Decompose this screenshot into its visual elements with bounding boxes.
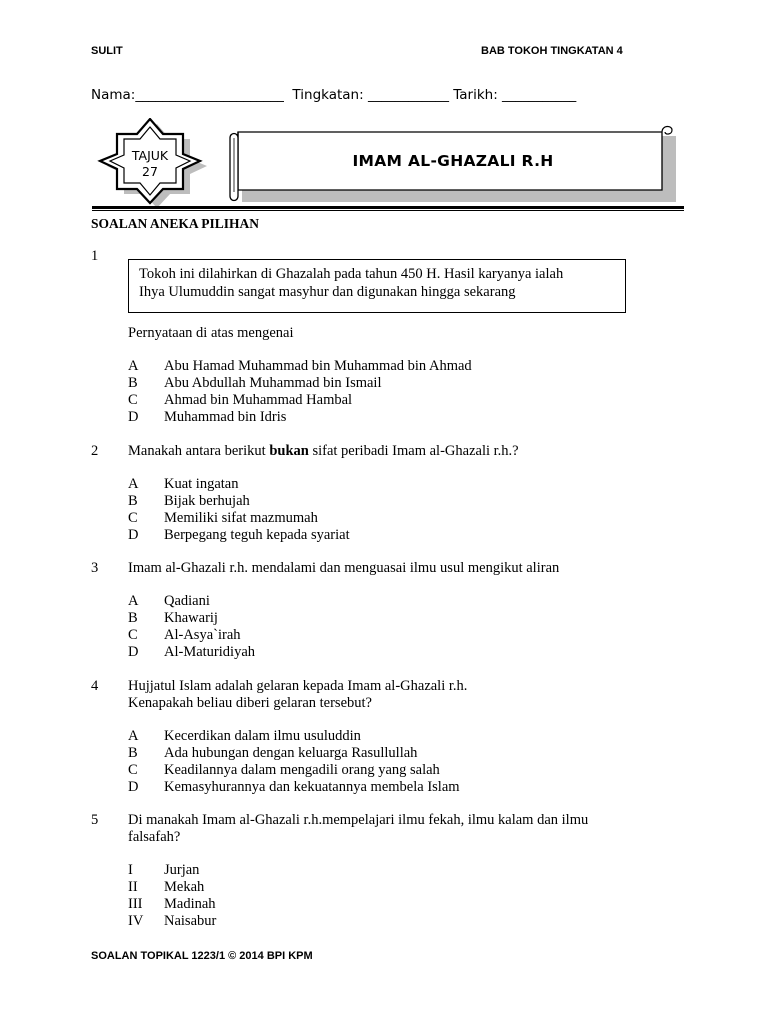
option-letter: D xyxy=(128,779,139,795)
option-text: Kemasyhurannya dan kekuatannya membela Islam xyxy=(164,779,460,795)
option-text: Jurjan xyxy=(164,862,200,878)
question-stem: Pernyataan di atas mengenai xyxy=(128,325,294,341)
option-text: Mekah xyxy=(164,879,205,895)
option-text: Ahmad bin Muhammad Hambal xyxy=(164,392,353,408)
question-stem-line: Di manakah Imam al-Ghazali r.h.mempelajari ilmu fekah, ilmu kalam dan ilmu xyxy=(128,812,589,828)
stem-text: sifat peribadi Imam al-Ghazali r.h.? xyxy=(308,443,519,459)
divider-thick xyxy=(92,206,684,209)
question-stem-line: Kenapakah beliau diberi gelaran tersebut? xyxy=(128,695,372,711)
stimulus-line: Ihya Ulumuddin sangat masyhur dan digunakan hingga sekarang xyxy=(139,284,516,300)
header-right: BAB TOKOH TINGKATAN 4 xyxy=(481,45,623,57)
option-text: Muhammad bin Idris xyxy=(164,409,287,425)
option-letter: A xyxy=(128,476,139,492)
option-numeral: III xyxy=(128,896,143,912)
section-title: SOALAN ANEKA PILIHAN xyxy=(91,216,260,231)
stem-text: Manakah antara berikut xyxy=(128,443,270,459)
option-letter: B xyxy=(128,375,138,391)
topic-title: IMAM AL-GHAZALI R.H xyxy=(352,152,554,170)
question-stem-line: Hujjatul Islam adalah gelaran kepada Imam al-Ghazali r.h. xyxy=(128,678,468,694)
option-text: Kecerdikan dalam ilmu usuluddin xyxy=(164,728,361,744)
header-left: SULIT xyxy=(91,45,123,57)
option-text: Ada hubungan dengan keluarga Rasullullah xyxy=(164,745,418,761)
option-text: Keadilannya dalam mengadili orang yang salah xyxy=(164,762,440,778)
topic-badge-number: 27 xyxy=(142,164,158,179)
question-stem: Imam al-Ghazali r.h. mendalami dan menguasai ilmu usul mengikut aliran xyxy=(128,560,560,576)
option-text: Madinah xyxy=(164,896,216,912)
option-text: Memiliki sifat mazmumah xyxy=(164,510,318,526)
student-info-line: Nama:______________________ Tingkatan: ____________ Tarikh: ___________ xyxy=(91,87,577,103)
option-text: Abu Hamad Muhammad bin Muhammad bin Ahmad xyxy=(164,358,472,374)
option-text: Berpegang teguh kepada syariat xyxy=(164,527,350,543)
option-text: Bijak berhujah xyxy=(164,493,250,509)
option-letter: C xyxy=(128,762,138,778)
question-number: 3 xyxy=(91,560,99,576)
option-numeral: IV xyxy=(128,913,144,929)
question-stimulus-box xyxy=(128,259,626,313)
option-text: Al-Maturidiyah xyxy=(164,644,256,660)
option-text: Al-Asya`irah xyxy=(164,627,241,643)
option-letter: B xyxy=(128,493,138,509)
option-letter: C xyxy=(128,627,138,643)
option-letter: B xyxy=(128,610,138,626)
option-text: Khawarij xyxy=(164,610,218,626)
option-text: Qadiani xyxy=(164,593,210,609)
question-number: 2 xyxy=(91,443,99,459)
question-number: 4 xyxy=(91,678,99,694)
option-letter: A xyxy=(128,358,139,374)
option-letter: D xyxy=(128,644,139,660)
option-letter: A xyxy=(128,728,139,744)
topic-title-banner xyxy=(228,122,678,204)
option-text: Abu Abdullah Muhammad bin Ismail xyxy=(164,375,382,391)
question-stem xyxy=(128,443,519,460)
option-numeral: II xyxy=(128,879,138,895)
footer-text: SOALAN TOPIKAL 1223/1 © 2014 BPI KPM xyxy=(91,950,313,962)
question-number: 1 xyxy=(91,248,99,264)
question-stem-line: falsafah? xyxy=(128,829,181,845)
stimulus-line: Tokoh ini dilahirkan di Ghazalah pada tahun 450 H. Hasil karyanya ialah xyxy=(139,266,564,282)
topic-badge xyxy=(80,118,220,210)
option-letter: A xyxy=(128,593,139,609)
option-numeral: I xyxy=(128,862,133,878)
stem-emphasis: bukan xyxy=(269,443,309,459)
option-letter: C xyxy=(128,510,138,526)
question-number: 5 xyxy=(91,812,99,828)
option-letter: B xyxy=(128,745,138,761)
option-letter: C xyxy=(128,392,138,408)
option-text: Naisabur xyxy=(164,913,217,929)
divider-thin xyxy=(92,210,684,211)
option-letter: D xyxy=(128,527,139,543)
option-letter: D xyxy=(128,409,139,425)
option-text: Kuat ingatan xyxy=(164,476,239,492)
topic-badge-label: TAJUK xyxy=(131,148,169,163)
